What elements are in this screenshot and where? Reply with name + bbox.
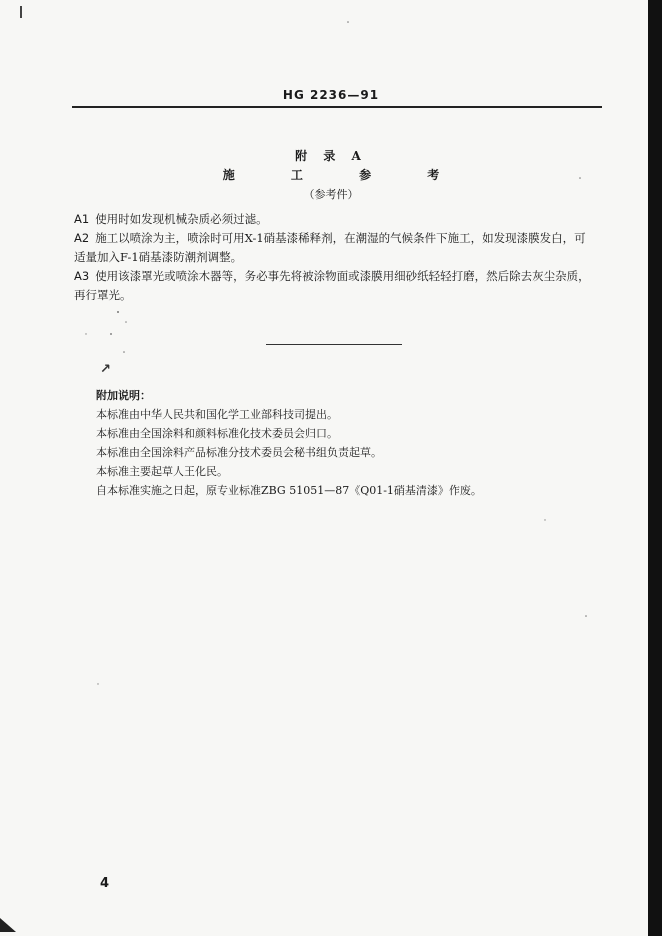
clause-text: 使用时如发现机械杂质必须过滤。 xyxy=(95,212,268,226)
notes-line: 本标准由全国涂料产品标准分技术委员会秘书组负责起草。 xyxy=(96,446,382,459)
appendix-subtitle: 施 工 参 考 xyxy=(222,168,466,182)
notes-heading: 附加说明： xyxy=(96,389,151,402)
appendix-title: 附 录 A xyxy=(295,149,367,163)
clause-number: A1 xyxy=(74,212,90,226)
pencil-mark: ↗ xyxy=(100,362,111,377)
clause-number: A2 xyxy=(74,231,90,245)
standard-code: HG 2236—91 xyxy=(282,88,380,102)
clause-number: A3 xyxy=(74,269,90,283)
additional-notes xyxy=(96,386,566,500)
notes-line: 本标准由全国涂料和颜料标准化技术委员会归口。 xyxy=(96,427,338,440)
notes-line: 本标准由中华人民共和国化学工业部科技司提出。 xyxy=(96,408,338,421)
notes-line: 自本标准实施之日起，原专业标准ZBG 51051—87《Q01-1硝基清漆》作废。 xyxy=(96,484,482,497)
appendix-note: （参考件） xyxy=(303,188,359,201)
page-number: 4 xyxy=(100,876,110,891)
scan-corner-wedge xyxy=(0,918,16,932)
notes-line: 本标准主要起草人王化民。 xyxy=(96,465,228,478)
clause-text: 使用该漆罩光或喷涂木器等，务必事先将被涂物面或漆膜用细砂纸轻轻打磨，然后除去灰尘杂质，再行罩光。 xyxy=(74,269,590,302)
clause-text: 施工以喷涂为主，喷涂时可用X-1硝基漆稀释剂，在潮湿的气候条件下施工，如发现漆膜发白，可适量加入F-1硝基漆防潮剂调整。 xyxy=(74,231,586,264)
